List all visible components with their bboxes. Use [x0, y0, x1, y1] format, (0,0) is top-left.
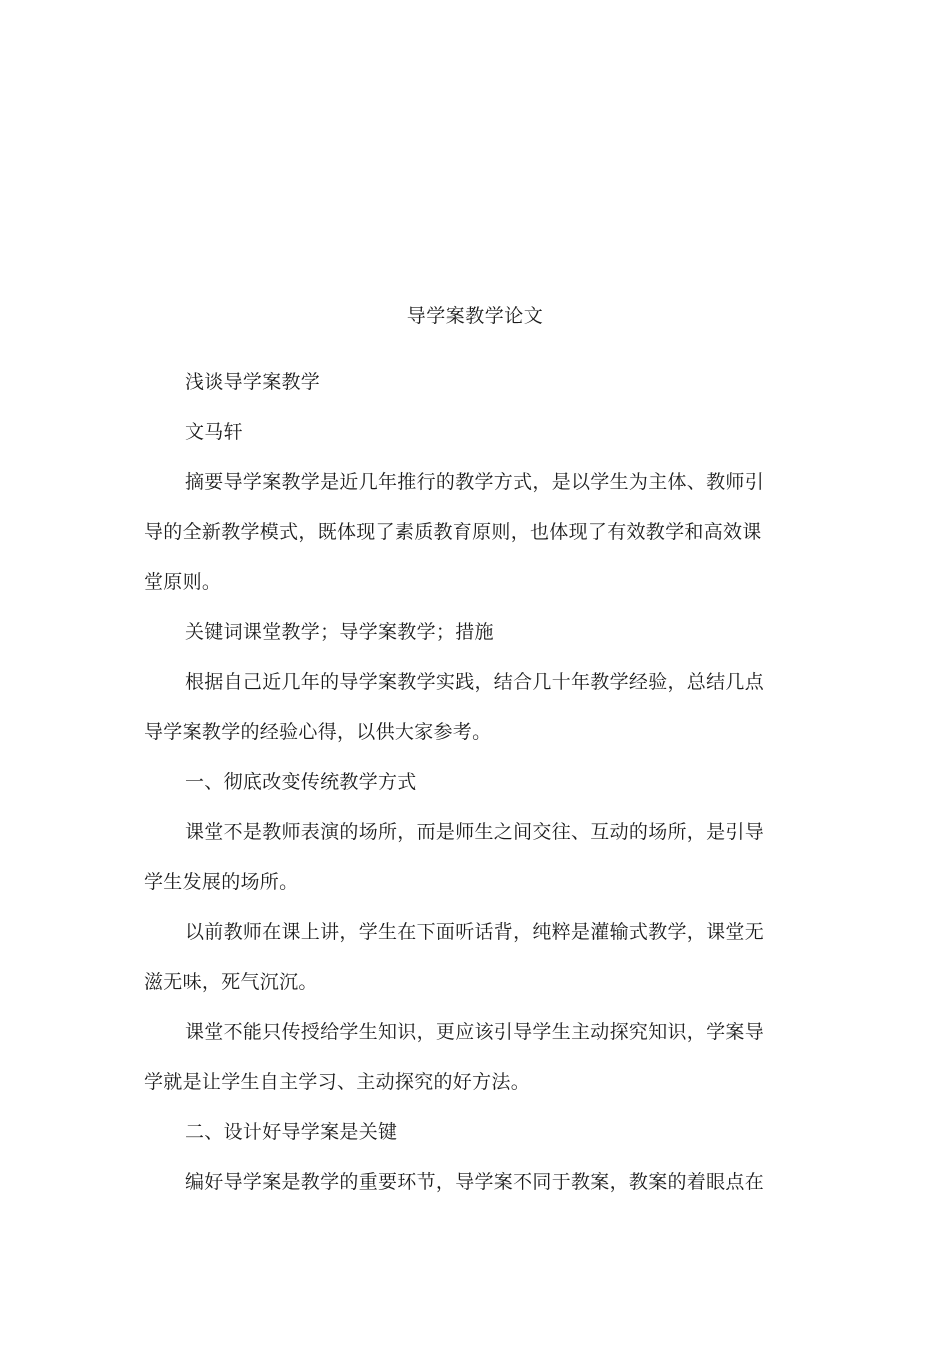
section-1-p1-line-2: 学生发展的场所。	[144, 871, 299, 893]
intro-line-2: 导学案教学的经验心得，以供大家参考。	[144, 721, 492, 743]
section-1-p3-line-1: 课堂不能只传授给学生知识，更应该引导学生主动探究知识，学案导	[185, 1021, 765, 1043]
abstract-line-1: 摘要导学案教学是近几年推行的教学方式，是以学生为主体、教师引	[185, 471, 765, 493]
section-1-p1-line-1: 课堂不是教师表演的场所，而是师生之间交往、互动的场所，是引导	[185, 821, 765, 843]
section-1-p2-line-1: 以前教师在课上讲，学生在下面听话背，纯粹是灌输式教学，课堂无	[185, 921, 765, 943]
section-2-p1-line-1: 编好导学案是教学的重要环节，导学案不同于教案，教案的着眼点在	[185, 1171, 765, 1193]
abstract-line-3: 堂原则。	[144, 571, 222, 593]
keywords-line: 关键词课堂教学；导学案教学；措施	[185, 621, 494, 643]
author-line: 文马轩	[185, 421, 243, 443]
document-title: 导学案教学论文	[406, 305, 544, 327]
section-2-heading: 二、设计好导学案是关键	[185, 1121, 398, 1143]
section-1-heading: 一、彻底改变传统教学方式	[185, 771, 417, 793]
intro-line-1: 根据自己近几年的导学案教学实践，结合几十年教学经验，总结几点	[185, 671, 765, 693]
section-1-p2-line-2: 滋无味，死气沉沉。	[144, 971, 318, 993]
abstract-line-2: 导的全新教学模式，既体现了素质教育原则，也体现了有效教学和高效课	[144, 521, 762, 543]
section-1-p3-line-2: 学就是让学生自主学习、主动探究的好方法。	[144, 1071, 531, 1093]
document-subtitle: 浅谈导学案教学	[185, 371, 321, 393]
